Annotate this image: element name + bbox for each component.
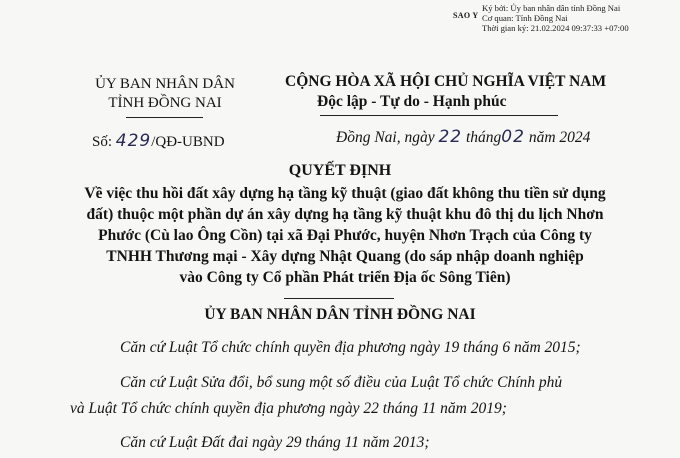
legal-basis-line: Căn cứ Luật Đất đai ngày 29 tháng 11 năm 2013; bbox=[120, 434, 430, 451]
copy-stamp-label: SAO Y bbox=[453, 11, 479, 20]
date-place: Đồng Nai, ngày bbox=[336, 129, 435, 146]
document-date bbox=[336, 127, 590, 147]
subject-line: Phước (Cù lao Ông Cồn) tại xã Đại Phước, huyện Nhơn Trạch của Công ty bbox=[98, 227, 592, 244]
number-prefix: Số: bbox=[92, 134, 113, 150]
subject-line: TNHH Thương mại - Xây dựng Nhật Quang (do sáp nhập doanh nghiệp bbox=[106, 248, 584, 265]
signature-signer: Ký bởi: Ủy ban nhân dân tỉnh Đồng Nai bbox=[482, 3, 621, 13]
document-subject bbox=[40, 183, 650, 288]
authority-heading: ỦY BAN NHÂN DÂN TỈNH ĐỒNG NAI bbox=[204, 306, 476, 323]
handwritten-month: 02 bbox=[501, 127, 525, 147]
signature-time: Thời gian ký: 21.02.2024 09:37:33 +07:00 bbox=[482, 23, 629, 33]
issuing-province: TỈNH ĐỒNG NAI bbox=[108, 95, 222, 111]
signature-agency: Cơ quan: Tỉnh Đồng Nai bbox=[482, 13, 568, 23]
number-suffix: /QĐ-UBND bbox=[151, 134, 225, 150]
date-year: năm 2024 bbox=[528, 129, 591, 146]
subject-line: Về việc thu hồi đất xây dựng hạ tầng kỹ thuật (giao đất không thu tiền sử dụng bbox=[84, 185, 606, 202]
handwritten-day: 22 bbox=[438, 127, 463, 147]
issuing-organization: ỦY BAN NHÂN DÂN bbox=[95, 76, 235, 92]
motto-underline bbox=[320, 115, 558, 116]
subject-line: đất) thuộc một phần dự án xây dựng hạ tầng kỹ thuật khu đô thị du lịch Nhơn bbox=[86, 206, 604, 223]
document-title: QUYẾT ĐỊNH bbox=[288, 162, 392, 179]
org-underline bbox=[126, 117, 203, 118]
legal-basis-line: Căn cứ Luật Sửa đổi, bổ sung một số điều của Luật Tổ chức Chính phủ bbox=[120, 374, 563, 391]
subject-line: vào Công ty Cổ phần Phát triển Địa ốc Sông Tiên) bbox=[179, 269, 511, 286]
national-title: CỘNG HÒA XÃ HỘI CHỦ NGHĨA VIỆT NAM bbox=[285, 73, 607, 90]
handwritten-number: 429 bbox=[115, 131, 152, 151]
digital-signature-info bbox=[482, 3, 629, 33]
document-number bbox=[92, 131, 225, 151]
subject-underline bbox=[284, 298, 394, 299]
date-month-word: tháng bbox=[465, 129, 502, 146]
legal-basis-line: và Luật Tổ chức chính quyền địa phương ngày 22 tháng 11 năm 2019; bbox=[70, 400, 507, 417]
national-motto: Độc lập - Tự do - Hạnh phúc bbox=[317, 93, 507, 110]
legal-basis-line: Căn cứ Luật Tổ chức chính quyền địa phương ngày 19 tháng 6 năm 2015; bbox=[120, 339, 581, 356]
